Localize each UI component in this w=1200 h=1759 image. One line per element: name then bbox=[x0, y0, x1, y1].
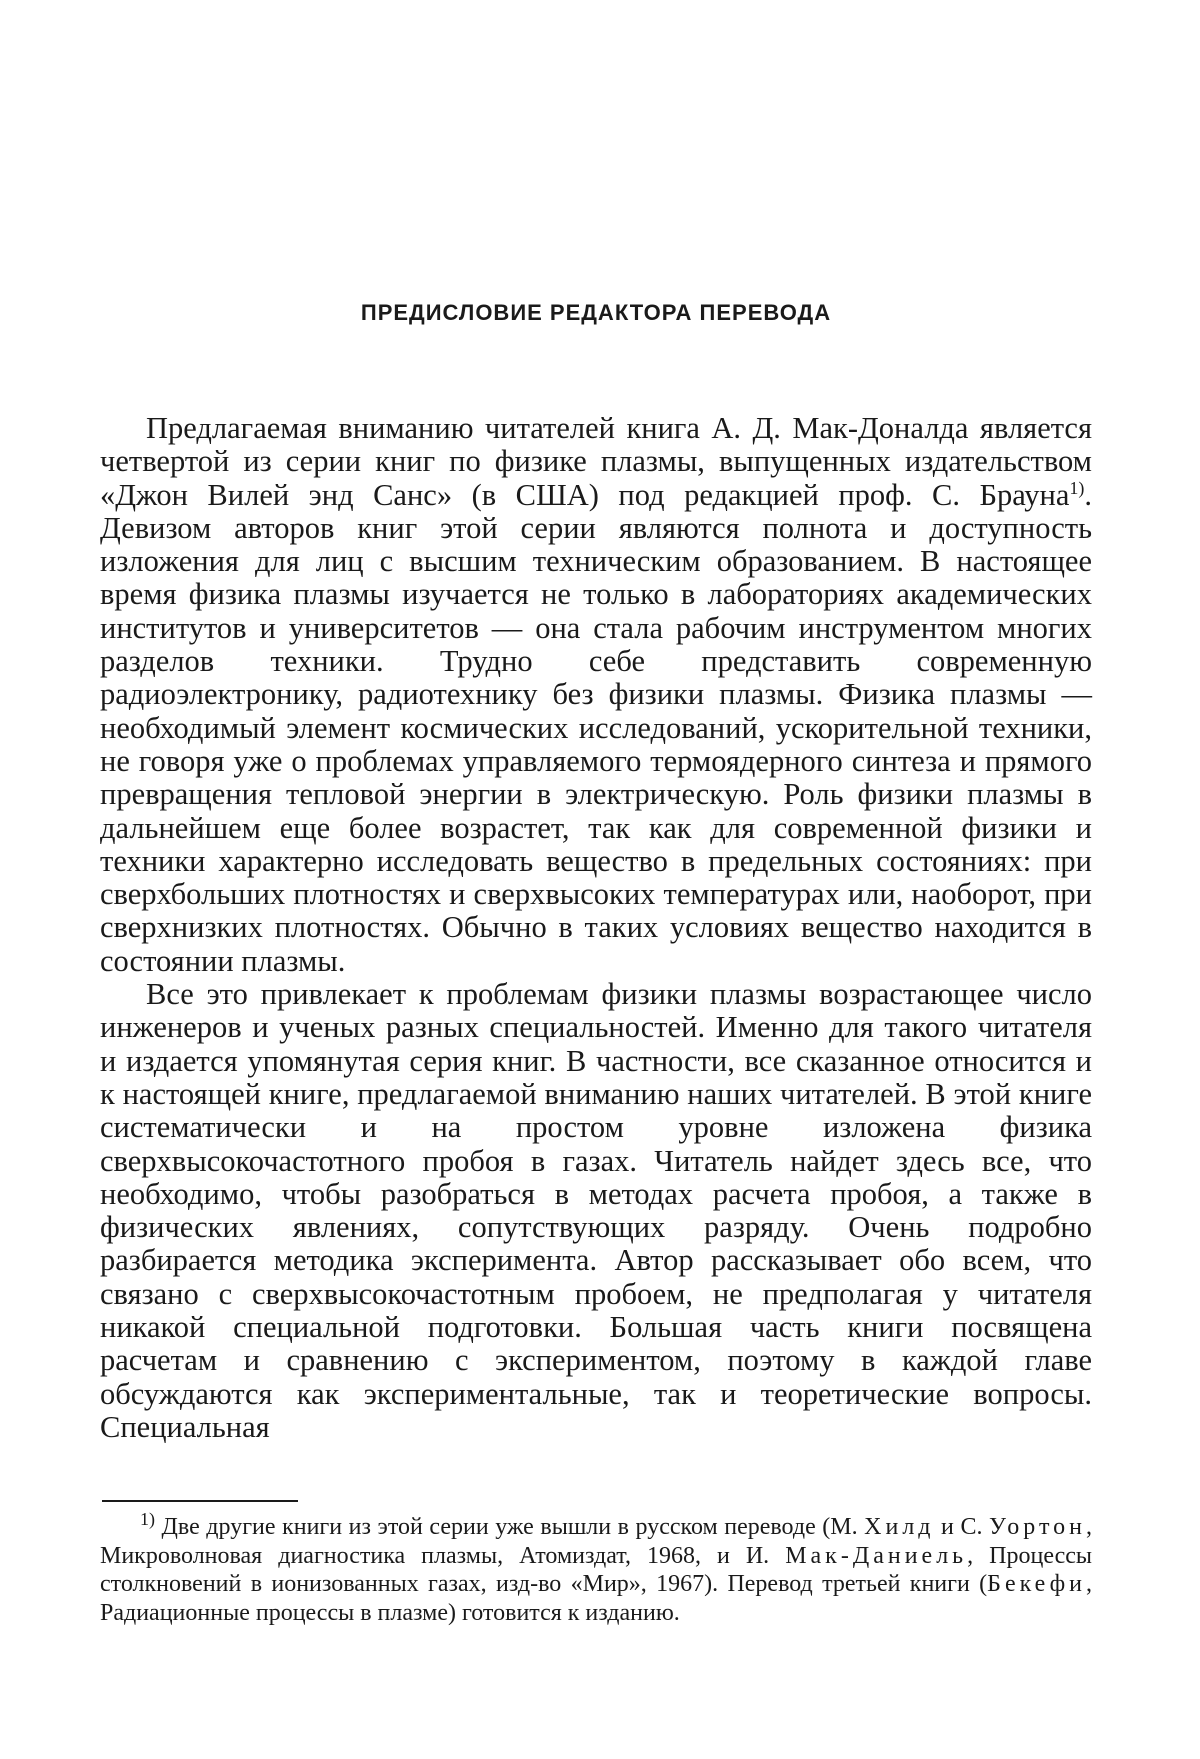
paragraph-2: Все это привлекает к проблемам физики плазмы возрастающее число инженеров и ученых разных специальностей. Именно для такого читателя и издается упомянутая серия книг. В частности, все сказанное относится и к настоящей книге, предлагаемой вниманию наших читателей. В этой книге систематически и на простом уровне изложена физика сверхвысокочастотного пробоя в газах. Читатель найдет здесь все, что необходимо, чтобы разобраться в методах расчета пробоя, а также в физических явлениях, сопутствующих разряду. Очень подробно разбирается методика эксперимента. Автор рассказывает обо всем, что связано с сверхвысокочастотным пробоем, не предполагая у читателя никакой специальной подготовки. Большая часть книги посвящена расчетам и сравнению с экспериментом, поэтому в каждой главе обсуждаются как экспериментальные, так и теоретические вопросы. Специальная bbox=[100, 977, 1092, 1444]
paragraph-1-text-b: . Девизом авторов книг этой серии являются полнота и доступность изложения для лиц с высшим техническим образованием. В настоящее время физика плазмы изучается не только в лабораториях академических институтов и университетов — она стала рабочим инструментом многих разделов техники. Трудно себе представить современную радиоэлектронику, радиотехнику без физики плазмы. Физика плазмы — необходимый элемент космических исследований, ускорительной техники, не говоря уже о проблемах управляемого термоядерного синтеза и прямого превращения тепловой энергии в электрическую. Роль физики плазмы в дальнейшем еще более возрастет, так как для современной физики и техники характерно исследовать вещество в предельных состояниях: при сверхбольших плотностях и сверхвысоких температурах или, наоборот, при сверхнизких плотностях. Обычно в таких условиях вещество находится в состоянии плазмы. bbox=[100, 477, 1092, 978]
footnote-text-2: и С. bbox=[934, 1514, 989, 1540]
body-text bbox=[100, 412, 1092, 1444]
footnote-author-2: Уортон bbox=[989, 1514, 1086, 1540]
footnote-text-3: , Микроволновая диагностика плазмы, Атомиздат, 1968, и И. bbox=[100, 1514, 1092, 1569]
footnote-author-1: Хилд bbox=[864, 1514, 935, 1540]
footnote-text-5: , Радиационные процессы в плазме) готовится к изданию. bbox=[100, 1571, 1092, 1626]
page-title: ПРЕДИСЛОВИЕ РЕДАКТОРА ПЕРЕВОДА bbox=[360, 300, 832, 325]
paragraph-1 bbox=[100, 412, 1092, 978]
footnote-divider bbox=[102, 1500, 298, 1502]
footnote bbox=[100, 1509, 1092, 1627]
document-page bbox=[100, 0, 1092, 1759]
footnote-text-4: , Процессы столкновений в ионизованных газах, изд-во «Мир», 1967). Перевод третьей книги ( bbox=[100, 1542, 1092, 1598]
paragraph-1-text-a: Предлагаемая вниманию читателей книга А. Д. Мак-Доналда является четвертой из серии книг по физике плазмы, выпущенных издательством «Джон Вилей энд Санс» (в США) под редакцией проф. С. Брауна bbox=[100, 411, 1092, 512]
footnote-text-1: Две другие книги из этой серии уже вышли в русском переводе (М. bbox=[155, 1514, 865, 1540]
footnote-author-4: Бекефи bbox=[987, 1571, 1086, 1598]
footnote-marker: 1) bbox=[140, 1509, 155, 1529]
footnote-author-3: Мак-Даниель bbox=[785, 1542, 968, 1569]
footnote-reference: 1) bbox=[1069, 477, 1085, 498]
